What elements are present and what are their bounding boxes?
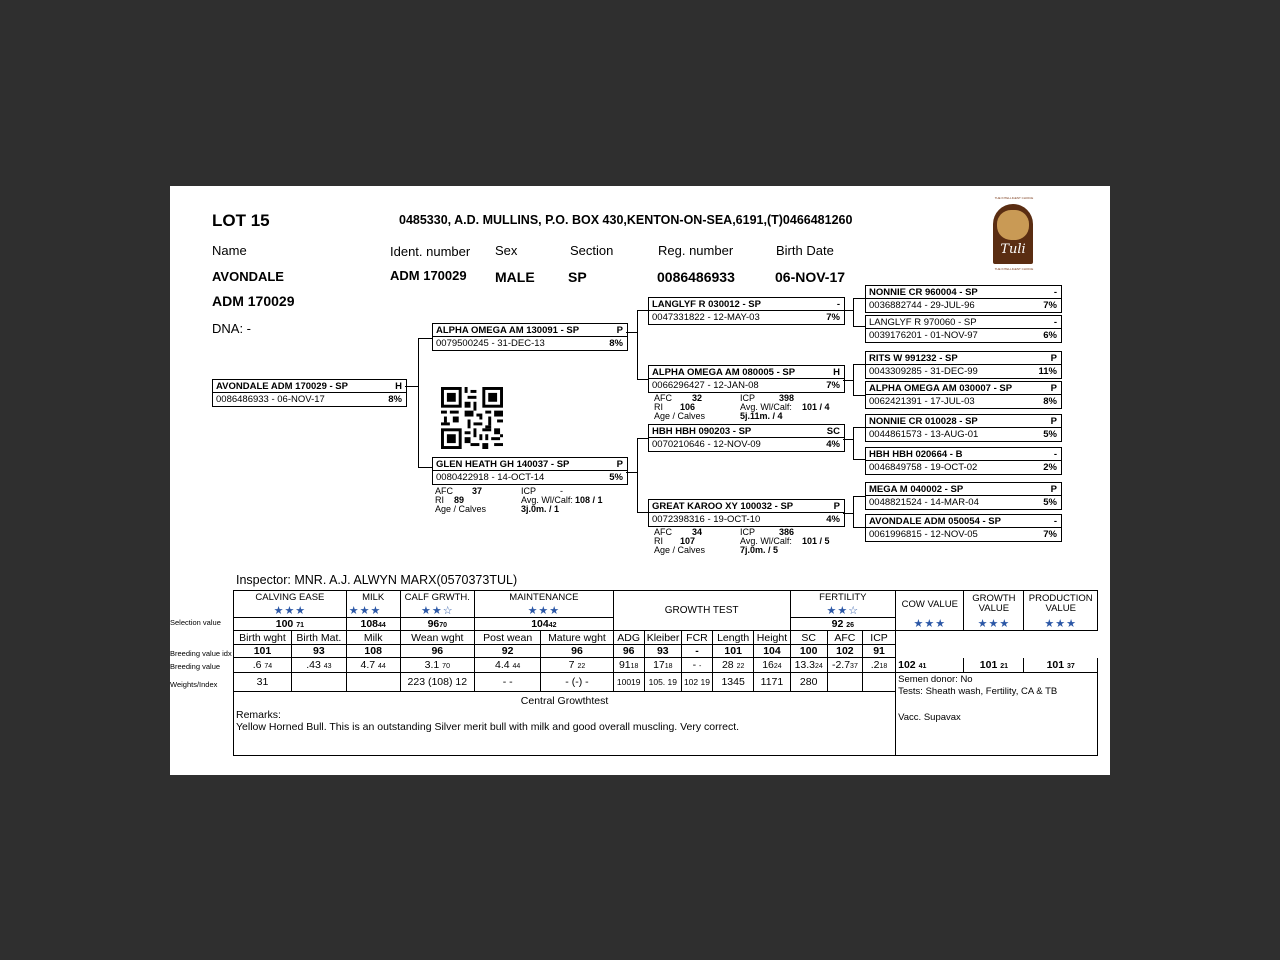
label-ident: Ident. number	[390, 244, 471, 259]
label-reg: Reg. number	[658, 243, 734, 258]
pedigree-g3-5[interactable]: NONNIE CR 010028 - SP P 0044861573 - 13-AUG-01 5%	[865, 414, 1062, 442]
pedigree-g3-6[interactable]: HBH HBH 020664 - B - 0046849758 - 19-OCT-02 2%	[865, 447, 1062, 475]
row-label-weights: Weights/Index	[170, 680, 218, 689]
pedigree-g3-3[interactable]: RITS W 991232 - SP P 0043309285 - 31-DEC-99 11%	[865, 351, 1062, 379]
idx-cell: 91	[862, 645, 895, 658]
label-name: Name	[212, 243, 247, 258]
breeding-value-row: .6 74 .43 43 4.7 44 3.1 70 4.4 44 7 22 9118 1718 - - 28 22 1624 13.324 -2.737 .218 102 41 101 21 101 37	[234, 658, 1098, 673]
idx-cell: 93	[291, 645, 346, 658]
animal-section: SP	[568, 269, 587, 285]
animal-reg: 0086486933	[657, 269, 735, 285]
stars-maintenance: ★★★	[475, 604, 614, 618]
stars-growth-value: ★★★	[964, 617, 1024, 631]
group-growth-test: GROWTH TEST	[613, 591, 790, 631]
cow-value-index: 102 41	[896, 658, 964, 673]
trait-header-row	[234, 631, 1098, 645]
group-milk: MILK	[346, 591, 400, 604]
remarks-text: Yellow Horned Bull. This is an outstanding Silver merit bull with milk and good overall muscling. Very correct.	[236, 721, 740, 733]
animal-sex: MALE	[495, 269, 535, 285]
col-header: ADG	[613, 631, 644, 645]
dam-dam-stats: AFC 34 ICP 386 RI 107 Avg. Wl/Calf: 101 / 5 Age / Calves 7j.0m. / 5	[654, 527, 830, 555]
col-header: AFC	[827, 631, 862, 645]
row-label-selection: Selection value	[170, 618, 221, 627]
col-header: FCR	[681, 631, 712, 645]
central-growthtest: Central Growthtest	[520, 695, 609, 707]
stars-production-value: ★★★	[1024, 617, 1098, 631]
col-header: Kleiber	[644, 631, 681, 645]
idx-cell: 101	[712, 645, 753, 658]
pedigree-g3-1[interactable]: NONNIE CR 960004 - SP - 0036882744 - 29-JUL-96 7%	[865, 285, 1062, 313]
row-label-bv: Breeding value	[170, 662, 221, 671]
sel-fertility: 92 26	[790, 617, 896, 631]
remarks-label: Remarks:	[236, 709, 281, 721]
group-production-value: PRODUCTION VALUE	[1024, 591, 1098, 618]
label-sex: Sex	[495, 243, 518, 258]
tuli-logo: THE INTELLIGENT CHOICE Tuli THE INTELLIGENT CHOICE	[994, 196, 1034, 271]
stars-calf: ★★☆	[400, 604, 474, 618]
col-header: Milk	[346, 631, 400, 645]
stars-calving: ★★★	[234, 604, 347, 618]
idx-cell: 96	[400, 645, 474, 658]
animal-birth: 06-NOV-17	[775, 269, 846, 285]
sire-dam-stats: AFC 32 ICP 398 RI 106 Avg. Wl/Calf: 101 / 4 Age / Calves 5j.11m. / 4	[654, 393, 830, 421]
stars-milk: ★★★	[346, 604, 400, 618]
col-header: SC	[790, 631, 827, 645]
group-calving-ease: CALVING EASE	[234, 591, 347, 604]
label-section: Section	[570, 243, 614, 258]
growth-value-index: 101 21	[964, 658, 1024, 673]
idx-cell: 96	[541, 645, 613, 658]
qr-code	[440, 387, 504, 449]
idx-cell: 93	[644, 645, 681, 658]
sel-maintenance: 10442	[475, 617, 614, 631]
remarks-cell	[234, 692, 896, 756]
pedigree-dam-dam[interactable]: GREAT KAROO XY 100032 - SP P 0072398316 - 19-OCT-10 4%	[648, 499, 845, 527]
row-label-bv-idx: Breeding value idx	[170, 649, 232, 658]
idx-cell: 96	[613, 645, 644, 658]
col-header: Height	[754, 631, 790, 645]
idx-cell: -	[681, 645, 712, 658]
col-header: Birth Mat.	[291, 631, 346, 645]
idx-cell: 101	[234, 645, 292, 658]
group-maintenance: MAINTENANCE	[475, 591, 614, 604]
col-header: Wean wght	[400, 631, 474, 645]
pedigree-g3-8[interactable]: AVONDALE ADM 050054 - SP - 0061996815 - 12-NOV-05 7%	[865, 514, 1062, 542]
sel-calving: 100 71	[234, 617, 347, 631]
animal-ident-large: ADM 170029	[212, 293, 295, 309]
col-header: Length	[712, 631, 753, 645]
col-header: Birth wght	[234, 631, 292, 645]
col-header: Mature wght	[541, 631, 613, 645]
stars-cow-value: ★★★	[896, 617, 964, 631]
sel-calf: 9670	[400, 617, 474, 631]
stars-fertility: ★★☆	[790, 604, 896, 618]
pedigree-sire[interactable]: ALPHA OMEGA AM 130091 - SP P 0079500245 - 31-DEC-13 8%	[432, 323, 628, 351]
sel-milk: 10844	[346, 617, 400, 631]
pedigree-g3-7[interactable]: MEGA M 040002 - SP P 0048821524 - 14-MAR-04 5%	[865, 482, 1062, 510]
pedigree-dam-sire[interactable]: HBH HBH 090203 - SP SC 0070210646 - 12-NOV-09 4%	[648, 424, 845, 452]
label-birth: Birth Date	[776, 243, 834, 258]
animal-name: AVONDALE	[212, 269, 284, 284]
dna-status: DNA: -	[212, 321, 251, 336]
idx-cell: 108	[346, 645, 400, 658]
certificate-sheet	[170, 186, 1110, 775]
owner-info: 0485330, A.D. MULLINS, P.O. BOX 430,KENTON-ON-SEA,6191,(T)0466481260	[399, 213, 853, 227]
breeding-values-table	[233, 590, 1098, 756]
pedigree-sire-dam[interactable]: ALPHA OMEGA AM 080005 - SP H 0066296427 - 12-JAN-08 7%	[648, 365, 845, 393]
idx-cell: 92	[475, 645, 541, 658]
pedigree-sire-sire[interactable]: LANGLYF R 030012 - SP - 0047331822 - 12-MAY-03 7%	[648, 297, 845, 325]
semen-donor: Semen donor: No	[898, 674, 973, 685]
vaccination: Vacc. Supavax	[898, 712, 961, 723]
group-growth-value: GROWTH VALUE	[964, 591, 1024, 618]
pedigree-g3-4[interactable]: ALPHA OMEGA AM 030007 - SP P 0062421391 - 17-JUL-03 8%	[865, 381, 1062, 409]
pedigree-g3-2[interactable]: LANGLYF R 970060 - SP - 0039176201 - 01-NOV-97 6%	[865, 315, 1062, 343]
group-cow-value: COW VALUE	[896, 591, 964, 618]
group-calf-growth: CALF GRWTH.	[400, 591, 474, 604]
col-header: ICP	[862, 631, 895, 645]
pedigree-self[interactable]: AVONDALE ADM 170029 - SP H 0086486933 - 06-NOV-17 8%	[212, 379, 407, 407]
idx-cell: 102	[827, 645, 862, 658]
group-fertility: FERTILITY	[790, 591, 896, 604]
idx-cell: 104	[754, 645, 790, 658]
inspector: Inspector: MNR. A.J. ALWYN MARX(0570373TUL)	[236, 573, 518, 587]
lot-number: LOT 15	[212, 211, 270, 230]
pedigree-dam[interactable]: GLEN HEATH GH 140037 - SP P 0080422918 - 14-OCT-14 5%	[432, 457, 628, 485]
semen-tests-cell	[896, 673, 1098, 756]
production-value-index: 101 37	[1024, 658, 1098, 673]
col-header: Post wean	[475, 631, 541, 645]
weights-index-row: 31 223 (108) 12 - - - (-) - 10019 105. 19 102 19 1345 1171 280 Semen donor: No Tests: Sheath wash, Fertility, CA & TB Vacc. Supavax	[234, 673, 1098, 692]
animal-ident: ADM 170029	[390, 268, 467, 283]
tests: Tests: Sheath wash, Fertility, CA & TB	[898, 686, 1058, 697]
dam-stats: AFC 37 ICP - RI 89 Avg. Wl/Calf: 108 / 1 Age / Calves 3j.0m. / 1	[435, 486, 603, 514]
idx-cell: 100	[790, 645, 827, 658]
